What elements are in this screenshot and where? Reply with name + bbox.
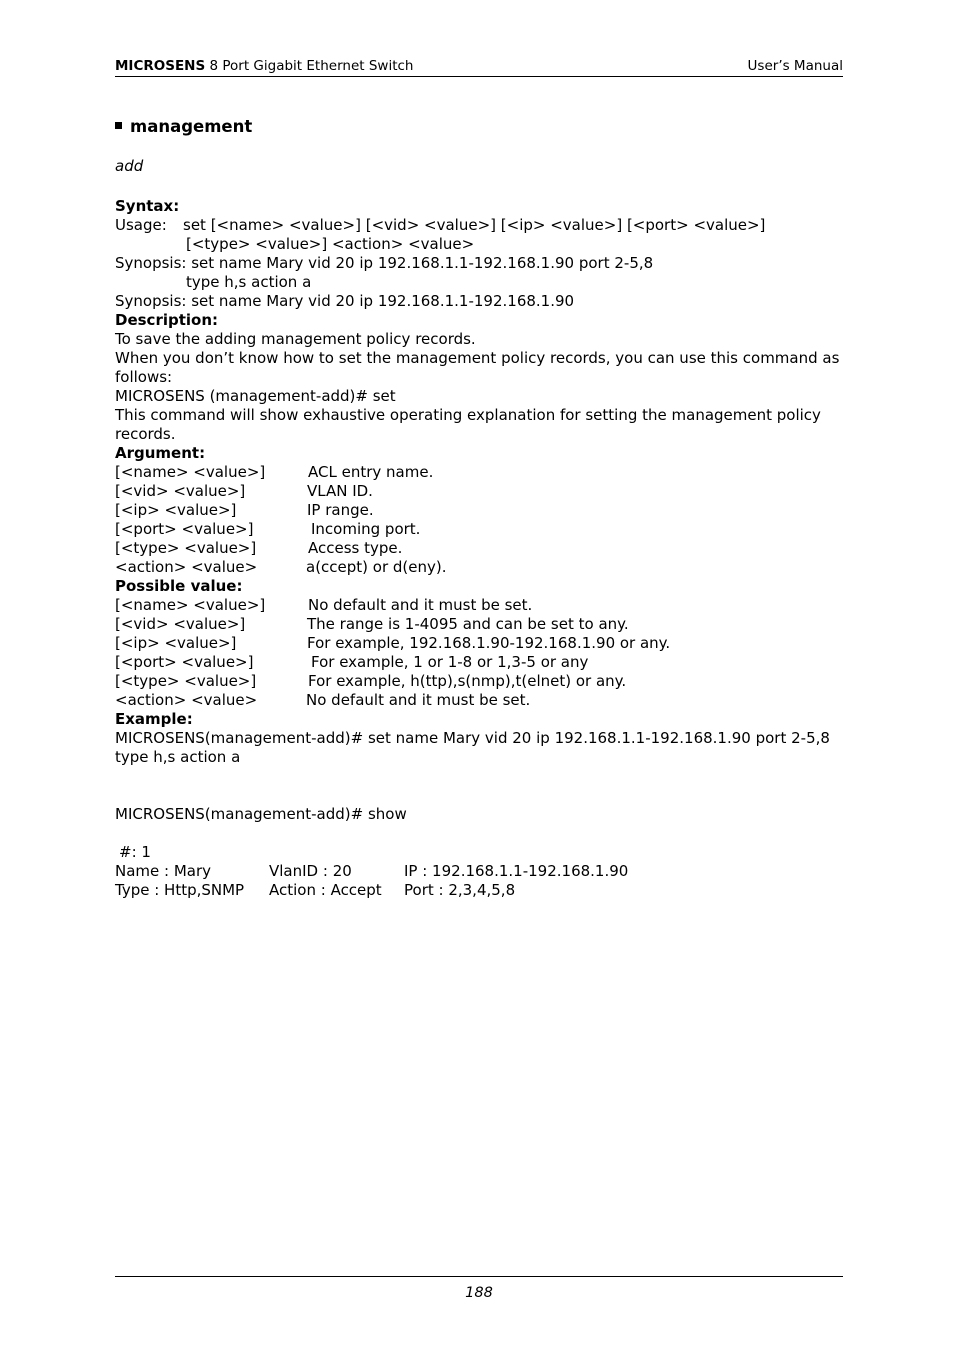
usage-text-2: [<type> <value>] <action> <value> (186, 235, 475, 253)
possible-value-param: [<vid> <value>] (115, 615, 246, 633)
synopsis-2: Synopsis: set name Mary vid 20 ip 192.168.1.1-192.168.1.90 (115, 292, 575, 310)
possible-value-row (115, 615, 843, 634)
possible-value-param: [<name> <value>] (115, 596, 266, 614)
record-index (115, 843, 843, 862)
possible-value-row (115, 672, 843, 691)
example-show-command: MICROSENS(management-add)# show (115, 805, 407, 823)
argument-heading: Argument: (115, 444, 206, 462)
description-line-4: This command will show exhaustive operating explanation for setting the management policy records. (115, 406, 821, 443)
record-action: Action : Accept (269, 881, 382, 899)
footer-rule (115, 1276, 843, 1277)
possible-value-row (115, 691, 843, 710)
example-command-2: type h,s action a (115, 748, 241, 766)
section-title-text: management (130, 117, 253, 136)
example-heading: Example: (115, 710, 193, 728)
argument-desc: a(ccept) or d(eny). (306, 558, 447, 576)
possible-value-heading: Possible value: (115, 577, 243, 595)
usage-line-2 (115, 235, 843, 254)
description-line-2: When you don’t know how to set the management policy records, you can use this command as follows: (115, 349, 840, 386)
header-manual-title: User’s Manual (747, 58, 843, 74)
subcommand-title: add (115, 157, 144, 175)
possible-value-param: [<type> <value>] (115, 672, 257, 690)
argument-param: [<type> <value>] (115, 539, 257, 557)
argument-desc: IP range. (307, 501, 374, 519)
possible-value-desc: The range is 1-4095 and can be set to any. (307, 615, 629, 633)
argument-param: [<ip> <value>] (115, 501, 237, 519)
blank-line (115, 786, 843, 805)
possible-value-desc: No default and it must be set. (306, 691, 531, 709)
header-product: 8 Port Gigabit Ethernet Switch (209, 58, 414, 74)
synopsis-1-text-2: type h,s action a (186, 273, 312, 291)
possible-value-param: [<port> <value>] (115, 653, 254, 671)
command-body (115, 197, 843, 900)
record-index-text: #: 1 (119, 843, 151, 861)
possible-value-row (115, 653, 843, 672)
possible-value-desc: For example, h(ttp),s(nmp),t(elnet) or any. (308, 672, 627, 690)
usage-line (115, 216, 843, 235)
record-port: Port : 2,3,4,5,8 (404, 881, 516, 899)
possible-value-row (115, 596, 843, 615)
argument-row (115, 520, 843, 539)
argument-param: <action> <value> (115, 558, 258, 576)
possible-value-desc: No default and it must be set. (308, 596, 533, 614)
blank-line (115, 824, 843, 843)
description-heading: Description: (115, 311, 219, 329)
possible-value-param: <action> <value> (115, 691, 258, 709)
possible-value-row (115, 634, 843, 653)
argument-row (115, 558, 843, 577)
square-bullet-icon (115, 122, 122, 129)
description-line-3: MICROSENS (management-add)# set (115, 387, 396, 405)
header-brand: MICROSENS (115, 58, 206, 74)
argument-desc: Access type. (308, 539, 403, 557)
possible-value-param: [<ip> <value>] (115, 634, 237, 652)
description-line-1: To save the adding management policy records. (115, 330, 476, 348)
record-name: Name : Mary (115, 862, 212, 880)
record-ip: IP : 192.168.1.1-192.168.1.90 (404, 862, 629, 880)
argument-row (115, 539, 843, 558)
synopsis-1-cont (115, 273, 843, 292)
example-command-1: MICROSENS(management-add)# set name Mary vid 20 ip 192.168.1.1-192.168.1.90 port 2-5,8 (115, 729, 830, 747)
page-header (115, 57, 843, 75)
argument-desc: Incoming port. (311, 520, 421, 538)
argument-row (115, 463, 843, 482)
record-type: Type : Http,SNMP (115, 881, 245, 899)
possible-value-desc: For example, 1 or 1-8 or 1,3-5 or any (311, 653, 589, 671)
argument-param: [<vid> <value>] (115, 482, 246, 500)
record-vlanid: VlanID : 20 (269, 862, 352, 880)
argument-desc: ACL entry name. (308, 463, 434, 481)
record-row-1 (115, 862, 843, 881)
argument-param: [<name> <value>] (115, 463, 266, 481)
syntax-heading: Syntax: (115, 197, 180, 215)
page-number: 188 (465, 1285, 493, 1301)
usage-text-1: set [<name> <value>] [<vid> <value>] [<ip> <value>] [<port> <value>] (183, 216, 766, 234)
blank-line (115, 767, 843, 786)
header-rule (115, 76, 843, 77)
argument-desc: VLAN ID. (307, 482, 373, 500)
argument-row (115, 501, 843, 520)
synopsis-1: Synopsis: set name Mary vid 20 ip 192.168.1.1-192.168.1.90 port 2-5,8 (115, 254, 654, 272)
argument-row (115, 482, 843, 501)
usage-label: Usage: (115, 216, 167, 234)
argument-param: [<port> <value>] (115, 520, 254, 538)
section-title (115, 117, 252, 137)
record-row-2 (115, 881, 843, 900)
possible-value-desc: For example, 192.168.1.90-192.168.1.90 or any. (307, 634, 671, 652)
